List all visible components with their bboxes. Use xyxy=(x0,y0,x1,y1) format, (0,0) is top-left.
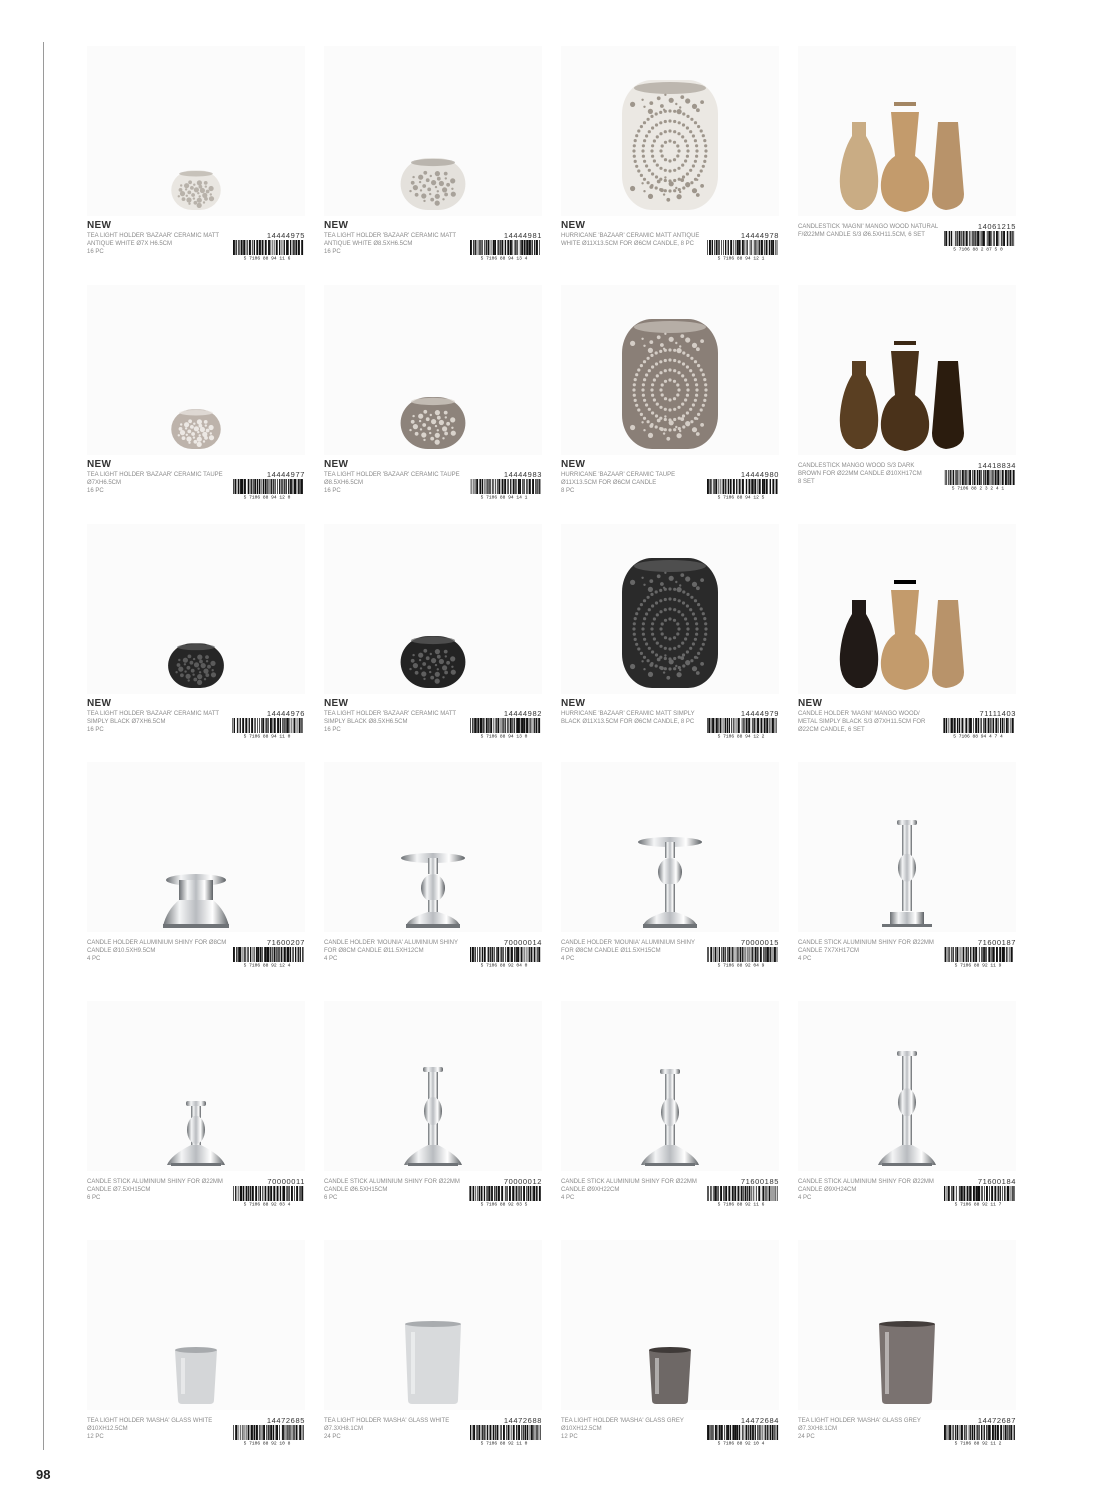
barcode-digits: 5 7106 88 92 10 4 xyxy=(717,1441,765,1445)
barcode-digits: 5 7106 88 92 03 5 xyxy=(480,1202,528,1206)
item-number: 14472688 xyxy=(503,1416,542,1425)
item-number: 14444977 xyxy=(266,470,305,479)
product-illustration xyxy=(87,762,305,932)
item-number: 14472687 xyxy=(977,1416,1016,1425)
product-card xyxy=(561,46,779,278)
product-illustration xyxy=(798,524,1016,694)
pack-quantity: 16 PC xyxy=(324,249,341,255)
pack-quantity: 6 PC xyxy=(324,1195,338,1201)
product-photo xyxy=(87,285,305,455)
barcode-digits: 5 7106 88 92 10 8 xyxy=(243,1441,291,1445)
new-badge: NEW xyxy=(561,220,586,231)
product-card xyxy=(324,762,542,994)
barcode xyxy=(940,1186,1016,1206)
product-photo xyxy=(798,762,1016,932)
pack-quantity: 12 PC xyxy=(87,1434,104,1440)
product-info xyxy=(798,936,1016,994)
product-info xyxy=(87,220,305,278)
description-text: TEA LIGHT HOLDER 'BAZAAR' CERAMIC TAUPE Ø8.5XH6.5CM xyxy=(324,472,460,486)
product-card xyxy=(561,285,779,517)
barcode-digits: 5 7106 88 94 12 1 xyxy=(717,256,765,260)
product-photo xyxy=(87,1001,305,1171)
barcode xyxy=(940,231,1016,251)
item-number: 14444975 xyxy=(266,231,305,240)
product-illustration xyxy=(561,1001,779,1171)
product-card xyxy=(798,524,1016,756)
barcode xyxy=(703,479,779,499)
product-photo xyxy=(798,1240,1016,1410)
barcode xyxy=(940,1425,1016,1445)
description-text: CANDLESTICK 'MAGNI' MANGO WOOD NATURAL F/Ø22MM CANDLE S/3 Ø6.5XH11.5CM, 6 SET xyxy=(798,224,938,238)
product-description xyxy=(561,471,701,495)
item-number: 71600184 xyxy=(977,1177,1016,1186)
product-illustration xyxy=(324,1001,542,1171)
new-badge: NEW xyxy=(324,698,349,709)
description-text: TEA LIGHT HOLDER 'BAZAAR' CERAMIC MATT SIMPLY BLACK Ø8.5XH6.5CM xyxy=(324,711,456,725)
product-description xyxy=(798,1178,938,1202)
item-number: 14444981 xyxy=(503,231,542,240)
product-info xyxy=(798,698,1016,756)
barcode-digits: 5 7106 88 94 12 0 xyxy=(243,495,291,499)
barcode xyxy=(466,718,542,738)
description-text: CANDLE STICK ALUMINIUM SHINY FOR Ø22MM CANDLE 7X7XH17CM xyxy=(798,940,934,954)
product-illustration xyxy=(798,1240,1016,1410)
product-illustration xyxy=(798,285,1016,455)
product-illustration xyxy=(324,46,542,216)
product-card xyxy=(324,524,542,756)
barcode xyxy=(940,718,1016,738)
barcode-digits: 5 7106 88 2 87 5 0 xyxy=(953,247,1003,251)
product-info xyxy=(87,936,305,994)
item-number: 70000012 xyxy=(503,1177,542,1186)
product-info xyxy=(324,936,542,994)
description-text: HURRICANE 'BAZAAR' CERAMIC MATT SIMPLY BLACK Ø11X13.5CM FOR Ø6CM CANDLE, 8 PC xyxy=(561,711,695,725)
product-card xyxy=(87,524,305,756)
item-number: 14472685 xyxy=(266,1416,305,1425)
barcode-digits: 5 7106 88 94 4 7 4 xyxy=(953,734,1003,738)
barcode-digits: 5 7106 88 92 04 0 xyxy=(480,963,528,967)
product-card xyxy=(798,762,1016,994)
item-number: 70000014 xyxy=(503,938,542,947)
pack-quantity: 16 PC xyxy=(87,488,104,494)
product-card xyxy=(798,1240,1016,1472)
product-photo xyxy=(561,1240,779,1410)
product-illustration xyxy=(561,1240,779,1410)
pack-quantity: 4 PC xyxy=(561,956,575,962)
product-card xyxy=(87,46,305,278)
barcode-digits: 5 7106 88 94 13 4 xyxy=(480,256,528,260)
item-number: 70000011 xyxy=(267,1177,305,1186)
barcode-digits: 5 7106 88 94 13 0 xyxy=(480,734,528,738)
product-photo xyxy=(561,762,779,932)
barcode-digits: 5 7106 88 92 11 9 xyxy=(954,963,1002,967)
product-info xyxy=(324,698,542,756)
new-badge: NEW xyxy=(87,698,112,709)
product-description xyxy=(798,223,938,239)
item-number: 14444978 xyxy=(740,231,779,240)
product-description xyxy=(87,710,227,734)
barcode xyxy=(466,479,542,499)
product-card xyxy=(798,285,1016,517)
product-photo xyxy=(87,524,305,694)
description-text: TEA LIGHT HOLDER 'MASHA' GLASS WHITE Ø7.3XH8.1CM xyxy=(324,1418,450,1432)
product-photo xyxy=(561,46,779,216)
barcode xyxy=(229,1425,305,1445)
barcode-digits: 5 7106 88 94 11 6 xyxy=(243,256,291,260)
new-badge: NEW xyxy=(324,220,349,231)
barcode xyxy=(466,240,542,260)
description-text: CANDLE HOLDER 'MOUNIA' ALUMINIUM SHINY FOR Ø8CM CANDLE Ø11.5XH12CM xyxy=(324,940,458,954)
description-text: CANDLE HOLDER 'MOUNIA' ALUMINIUM SHINY FOR Ø8CM CANDLE Ø11.5XH15CM xyxy=(561,940,695,954)
product-illustration xyxy=(561,762,779,932)
product-description xyxy=(798,1417,938,1441)
barcode xyxy=(229,240,305,260)
product-description xyxy=(798,939,938,963)
product-illustration xyxy=(798,762,1016,932)
barcode-digits: 5 7106 88 92 11 7 xyxy=(954,1202,1002,1206)
item-number: 14444979 xyxy=(740,709,779,718)
product-photo xyxy=(87,1240,305,1410)
pack-quantity: 16 PC xyxy=(324,727,341,733)
item-number: 71600185 xyxy=(740,1177,779,1186)
product-description xyxy=(561,1178,701,1202)
pack-quantity: 6 PC xyxy=(87,1195,101,1201)
pack-quantity: 4 PC xyxy=(324,956,338,962)
product-description xyxy=(324,232,464,256)
product-info xyxy=(87,698,305,756)
product-photo xyxy=(324,285,542,455)
product-illustration xyxy=(561,524,779,694)
item-number: 71600207 xyxy=(266,938,305,947)
product-info xyxy=(324,220,542,278)
new-badge: NEW xyxy=(87,459,112,470)
item-number: 71600187 xyxy=(977,938,1016,947)
description-text: TEA LIGHT HOLDER 'BAZAAR' CERAMIC MATT ANTIQUE WHITE Ø8.5XH6.5CM xyxy=(324,233,456,247)
pack-quantity: 16 PC xyxy=(87,727,104,733)
product-illustration xyxy=(87,285,305,455)
product-card xyxy=(87,1001,305,1233)
barcode xyxy=(466,1425,542,1445)
product-photo xyxy=(324,1001,542,1171)
product-description xyxy=(324,1417,464,1441)
new-badge: NEW xyxy=(798,698,823,709)
barcode xyxy=(703,240,779,260)
product-info xyxy=(87,1414,305,1472)
item-number: 70000015 xyxy=(740,938,779,947)
barcode-digits: 5 7106 88 94 12 2 xyxy=(717,734,765,738)
product-photo xyxy=(798,1001,1016,1171)
product-illustration xyxy=(561,46,779,216)
item-number: 14472684 xyxy=(740,1416,779,1425)
description-text: CANDLE STICK ALUMINIUM SHINY FOR Ø22MM CANDLE Ø7.5XH15CM xyxy=(87,1179,223,1193)
product-description xyxy=(87,939,227,963)
product-photo xyxy=(87,46,305,216)
product-photo xyxy=(324,762,542,932)
barcode xyxy=(229,479,305,499)
product-photo xyxy=(798,524,1016,694)
item-number: 14444982 xyxy=(503,709,542,718)
product-photo xyxy=(324,46,542,216)
product-description xyxy=(324,939,464,963)
product-card xyxy=(324,285,542,517)
product-description xyxy=(324,710,464,734)
item-number: 71111403 xyxy=(979,709,1016,718)
product-info xyxy=(87,459,305,517)
product-info xyxy=(87,1175,305,1233)
product-card xyxy=(87,285,305,517)
barcode xyxy=(703,1425,779,1445)
product-info xyxy=(324,1414,542,1472)
barcode-digits: 5 7106 88 92 11 0 xyxy=(480,1441,528,1445)
item-number: 14444980 xyxy=(740,470,779,479)
product-info xyxy=(324,1175,542,1233)
product-info xyxy=(324,459,542,517)
product-description xyxy=(87,1178,227,1202)
product-description xyxy=(561,710,701,726)
barcode-digits: 5 7106 88 94 14 1 xyxy=(480,495,528,499)
product-info xyxy=(561,698,779,756)
product-photo xyxy=(324,524,542,694)
barcode xyxy=(229,718,305,738)
pack-quantity: 4 PC xyxy=(798,1195,812,1201)
pack-quantity: 16 PC xyxy=(324,488,341,494)
product-illustration xyxy=(324,285,542,455)
product-illustration xyxy=(561,285,779,455)
item-number: 14418834 xyxy=(977,461,1016,470)
product-card xyxy=(798,46,1016,278)
product-illustration xyxy=(87,46,305,216)
new-badge: NEW xyxy=(324,459,349,470)
product-card xyxy=(324,46,542,278)
product-info xyxy=(561,220,779,278)
description-text: CANDLE HOLDER ALUMINIUM SHINY FOR Ø8CM CANDLE Ø10.5XH9.5CM xyxy=(87,940,227,954)
pack-quantity: 8 PC xyxy=(561,488,575,494)
pack-quantity: 4 PC xyxy=(87,956,101,962)
barcode-digits: 5 7106 88 92 12 4 xyxy=(243,963,291,967)
new-badge: NEW xyxy=(561,459,586,470)
barcode xyxy=(229,947,305,967)
product-card xyxy=(324,1240,542,1472)
product-description xyxy=(324,1178,464,1202)
product-photo xyxy=(561,524,779,694)
barcode-digits: 5 7106 88 94 11 0 xyxy=(243,734,291,738)
product-illustration xyxy=(324,762,542,932)
product-description xyxy=(324,471,464,495)
description-text: TEA LIGHT HOLDER 'MASHA' GLASS WHITE Ø10XH12.5CM xyxy=(87,1418,213,1432)
product-info xyxy=(561,459,779,517)
description-text: CANDLE STICK ALUMINIUM SHINY FOR Ø22MM CANDLE Ø9XH24CM xyxy=(798,1179,934,1193)
pack-quantity: 16 PC xyxy=(87,249,104,255)
description-text: TEA LIGHT HOLDER 'BAZAAR' CERAMIC MATT SIMPLY BLACK Ø7XH6.5CM xyxy=(87,711,219,725)
product-description xyxy=(798,710,938,734)
description-text: TEA LIGHT HOLDER 'BAZAAR' CERAMIC TAUPE Ø7XH6.5CM xyxy=(87,472,223,486)
product-info xyxy=(798,220,1016,278)
description-text: CANDLESTICK MANGO WOOD S/3 DARK BROWN FOR Ø22MM CANDLE Ø10XH17CM xyxy=(798,463,922,477)
product-illustration xyxy=(324,1240,542,1410)
barcode-digits: 5 7106 88 92 11 2 xyxy=(954,1441,1002,1445)
page-number: 98 xyxy=(36,1467,51,1482)
product-description xyxy=(798,462,938,486)
product-description xyxy=(87,471,227,495)
product-description xyxy=(561,1417,701,1441)
barcode xyxy=(466,1186,542,1206)
product-description xyxy=(561,939,701,963)
barcode xyxy=(703,1186,779,1206)
product-card xyxy=(561,1001,779,1233)
description-text: TEA LIGHT HOLDER 'MASHA' GLASS GREY Ø7.3XH8.1CM xyxy=(798,1418,921,1432)
product-description xyxy=(87,232,227,256)
product-illustration xyxy=(798,46,1016,216)
description-text: TEA LIGHT HOLDER 'BAZAAR' CERAMIC MATT ANTIQUE WHITE Ø7X H6.5CM xyxy=(87,233,219,247)
pack-quantity: 4 PC xyxy=(561,1195,575,1201)
product-description xyxy=(561,232,701,248)
product-photo xyxy=(324,1240,542,1410)
item-number: 14444983 xyxy=(503,470,542,479)
pack-quantity: 8 SET xyxy=(798,479,815,485)
product-card xyxy=(798,1001,1016,1233)
product-photo xyxy=(798,285,1016,455)
product-photo xyxy=(87,762,305,932)
product-illustration xyxy=(87,1240,305,1410)
barcode xyxy=(940,947,1016,967)
item-number: 14444976 xyxy=(266,709,305,718)
barcode xyxy=(940,470,1016,490)
description-text: HURRICANE 'BAZAAR' CERAMIC MATT ANTIQUE WHITE Ø11X13.5CM FOR Ø6CM CANDLE, 8 PC xyxy=(561,233,700,247)
product-illustration xyxy=(324,524,542,694)
barcode xyxy=(466,947,542,967)
barcode-digits: 5 7106 88 92 04 9 xyxy=(717,963,765,967)
product-card xyxy=(561,762,779,994)
product-illustration xyxy=(798,1001,1016,1171)
product-info xyxy=(561,936,779,994)
barcode xyxy=(229,1186,305,1206)
pack-quantity: 12 PC xyxy=(561,1434,578,1440)
product-illustration xyxy=(87,524,305,694)
description-text: CANDLE HOLDER 'MAGNI' MANGO WOOD/ METAL SIMPLY BLACK S/3 Ø7XH11.5CM FOR Ø22CM CANDLE, 6 SET xyxy=(798,711,926,733)
product-description xyxy=(87,1417,227,1441)
product-photo xyxy=(561,1001,779,1171)
barcode xyxy=(703,947,779,967)
product-info xyxy=(561,1414,779,1472)
product-card xyxy=(561,524,779,756)
product-info xyxy=(798,1175,1016,1233)
description-text: HURRICANE 'BAZAAR' CERAMIC TAUPE Ø11X13.5CM FOR Ø6CM CANDLE xyxy=(561,472,676,486)
barcode-digits: 5 7106 88 2 3 2 4 1 xyxy=(951,486,1005,490)
description-text: TEA LIGHT HOLDER 'MASHA' GLASS GREY Ø10XH12.5CM xyxy=(561,1418,684,1432)
product-card xyxy=(87,762,305,994)
product-photo xyxy=(561,285,779,455)
product-card xyxy=(87,1240,305,1472)
new-badge: NEW xyxy=(561,698,586,709)
product-photo xyxy=(798,46,1016,216)
product-card xyxy=(324,1001,542,1233)
barcode xyxy=(703,718,779,738)
description-text: CANDLE STICK ALUMINIUM SHINY FOR Ø22MM CANDLE Ø6.5XH15CM xyxy=(324,1179,460,1193)
product-info xyxy=(798,459,1016,517)
item-number: 14061215 xyxy=(977,222,1016,231)
barcode-digits: 5 7106 88 92 11 6 xyxy=(717,1202,765,1206)
product-info xyxy=(798,1414,1016,1472)
product-info xyxy=(561,1175,779,1233)
barcode-digits: 5 7106 88 92 03 4 xyxy=(243,1202,291,1206)
pack-quantity: 4 PC xyxy=(798,956,812,962)
pack-quantity: 24 PC xyxy=(324,1434,341,1440)
description-text: CANDLE STICK ALUMINIUM SHINY FOR Ø22MM CANDLE Ø9XH22CM xyxy=(561,1179,697,1193)
product-illustration xyxy=(87,1001,305,1171)
new-badge: NEW xyxy=(87,220,112,231)
barcode-digits: 5 7106 88 94 12 5 xyxy=(717,495,765,499)
product-card xyxy=(561,1240,779,1472)
pack-quantity: 24 PC xyxy=(798,1434,815,1440)
